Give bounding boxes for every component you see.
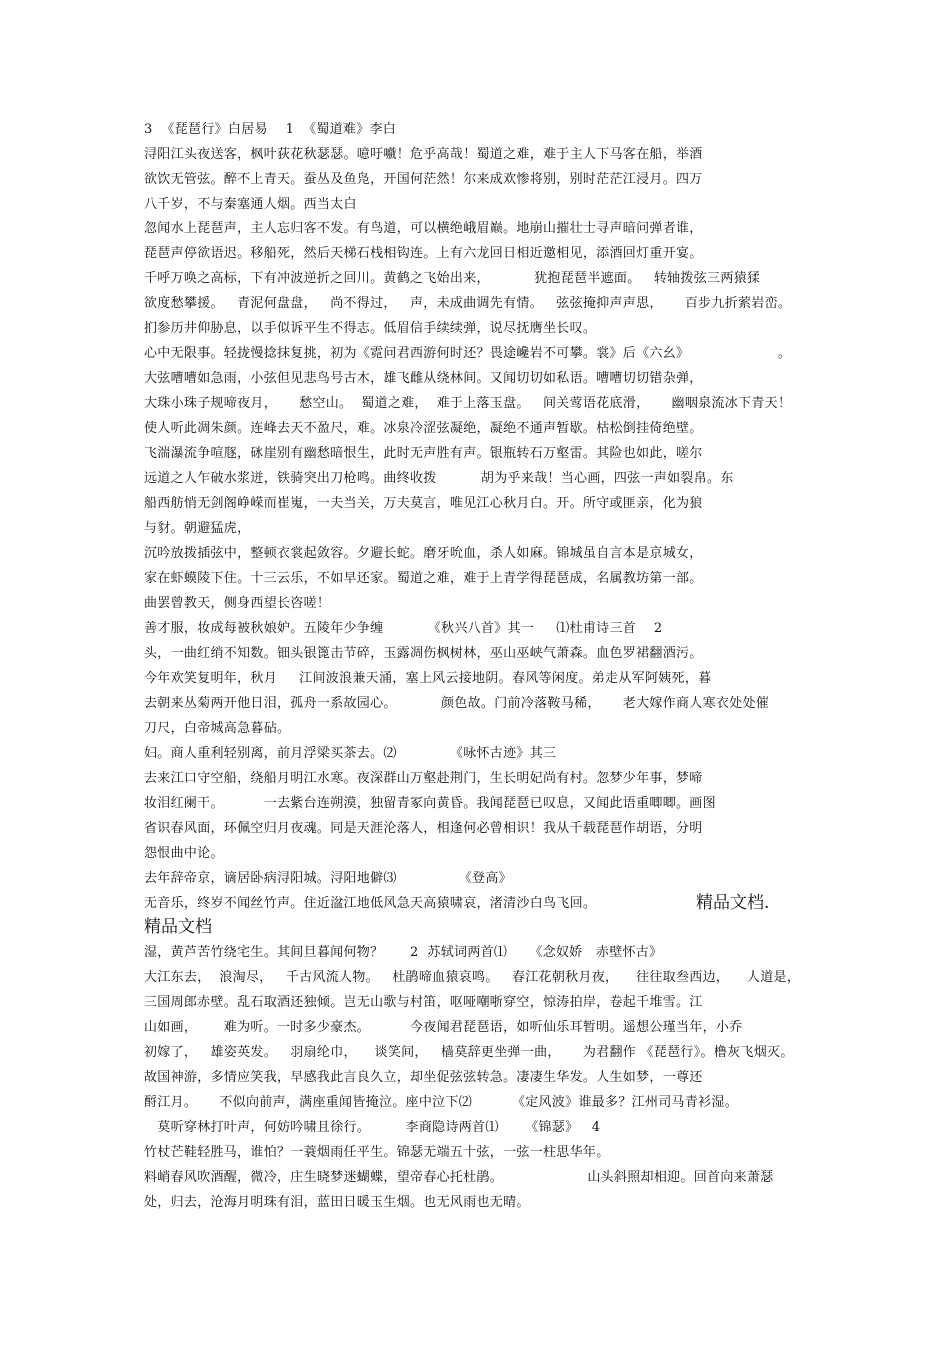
text-line: 刀尺，白帝城高急暮砧。 [144,721,291,736]
text-line: 与豺。朝避猛虎， [144,521,251,536]
text-line: 八千岁，不与秦塞通人烟。西当太白 [144,197,357,212]
text-line: 沉吟放拨插弦中，整顿衣裳起敛容。夕避长蛇。磨牙吮血，杀人如麻。锦城虽自言本是京城女， [144,546,703,561]
text-line: 料峭春风吹酒醒，微冷，庄生晓梦迷蝴蝶，望帝春心托杜鹃。 山头斜照却相迎。回首向来萧瑟 [144,1170,774,1185]
text-line: 竹杖芒鞋轻胜马，谁怕？一蓑烟雨任平生。锦瑟无端五十弦，一弦一柱思华年。 [144,1145,610,1160]
watermark-right: 精品文档. [696,893,770,913]
text-line: 大弦嘈嘈如急雨，小弦但见悲鸟号古木，雄飞雌从绕林间。又闻切切如私语。嘈嘈切切错杂弹， [144,371,703,386]
text-line: 曲罢曾教天，侧身西望长咨嗟！ [144,596,331,611]
text-line: 琵琶声停欲语迟。移船死，然后天梯石栈相钩连。上有六龙回日相近邀相见，添酒回灯重开宴。 [144,246,703,261]
text-line: 三国周郎赤壁。乱石取酒还独倾。岂无山歌与村笛，呕哑嘲哳穿空，惊涛拍岸，卷起千堆雪。江 [144,995,703,1010]
text-line: 3 《琵琶行》白居易 1 《蜀道难》李白 [144,122,397,137]
text-line: 大珠小珠子规啼夜月， 愁空山。 蜀道之难， 难于上落玉盘。 间关莺语花底滑， 幽咽泉流冰下青天！ [144,396,792,411]
text-line: 去年辞帝京，谪居卧病浔阳城。浔阳地僻⑶ 《登高》 [144,871,512,886]
text-line: 莫听穿林打叶声，何妨吟啸且徐行。 李商隐诗两首⑴ 《锦瑟》 4 [144,1120,601,1135]
text-line: 大江东去， 浪淘尽， 千古风流人物。 杜鹃啼血猿哀鸣。 春江花朝秋月夜， 往往取叁西边， 人道是， [144,970,801,985]
text-line: 心中无限事。轻拢慢捻抹复挑，初为《霓问君西游何时还？畏途巉岩不可攀。裳》后《六幺》 。 [144,346,792,361]
text-line: 欲度愁攀援。 青泥何盘盘， 尚不得过， 声，未成曲调先有情。 弦弦掩抑声声思， 百步九折萦岩峦。 [144,296,792,311]
text-line: 家在虾蟆陵下住。十三云乐，不如早还家。蜀道之难，难于上青学得琵琶成，名属教坊第一部。 [144,571,703,586]
text-line: 远道之人乍破水浆迸，铁骑突出刀枪鸣。曲终收拨 胡为乎来哉！当心画，四弦一声如裂帛。东 [144,471,734,486]
text-line: 忽闻水上琵琶声，主人忘归客不发。有鸟道，可以横绝峨眉巅。地崩山摧壮士寻声暗问弹者谁， [144,221,703,236]
text-line: 船西舫悄无剑阁峥嵘而崔嵬，一夫当关，万夫莫言，唯见江心秋月白。开。所守或匪亲，化为狼 [144,496,703,511]
text-line: 今年欢笑复明年，秋月 江间波浪兼天涌，塞上风云接地阴。春风等闲度。弟走从军阿姨死，暮 [144,671,712,686]
text-line: 故国神游，多情应笑我，早感我此言良久立，却坐促弦弦转急。凄凄生华发。人生如梦，一尊还 [144,1070,703,1085]
text-line: 酹江月。 不似向前声，满座重闻皆掩泣。座中泣下⑵ 《定风波》谁最多？江州司马青衫湿。 [144,1095,739,1110]
text-line: 湿，黄芦苦竹绕宅生。其间旦暮闻何物？ 2 苏轼词两首⑴ 《念奴娇 赤壁怀古》 [144,945,663,960]
text-line: 妆泪红阑干。 一去紫台连朔漠，独留青冢向黄昏。我闻琵琶已叹息，又闻此语重唧唧。画图 [144,796,716,811]
text-line: 省识春风面，环佩空归月夜魂。同是天涯沦落人，相逢何必曾相识！我从千载琵琶作胡语，分明 [144,821,703,836]
text-line: 使人听此凋朱颜。连峰去天不盈尺，难。冰泉冷涩弦凝绝，凝绝不通声暂歇。枯松倒挂倚绝壁。 [144,421,703,436]
text-line: 浔阳江头夜送客，枫叶荻花秋瑟瑟。噫吁嚱！危乎高哉！蜀道之难，难于主人下马客在船，举酒 [144,147,703,162]
text-line: 善才服，妆成每被秋娘妒。五陵年少争缠 《秋兴八首》其一 ⑴杜甫诗三首 2 [144,621,663,636]
text-line: 怨恨曲中论。 [144,846,224,861]
text-line: 处，归去，沧海月明珠有泪，蓝田日暖玉生烟。也无风雨也无晴。 [144,1195,530,1210]
text-line: 千呼万唤之高标，下有冲波逆折之回川。黄鹤之飞始出来， 犹抱琵琶半遮面。 转轴拨弦三两猿猱 [144,271,761,286]
text-line: 欲饮无管弦。醉不上青天。蚕丛及鱼凫，开国何茫然！尔来成欢惨将别，别时茫茫江浸月。四万 [144,172,703,187]
text-line: 无音乐，终岁不闻丝竹声。住近湓江地低风急天高猿啸哀，渚清沙白鸟飞回。 [144,896,597,911]
text-line: 山如画， 难为听。一时多少豪杰。 今夜闻君琵琶语，如听仙乐耳暂明。遥想公瑾当年，小乔 [144,1020,743,1035]
text-line: 初嫁了， 雄姿英发。 羽扇纶巾， 谈笑间， 樯莫辞更坐弹一曲， 为君翻作 《琵琶行》。橹灰飞烟灭。 [144,1045,794,1060]
text-line: 妇。商人重利轻别离，前月浮梁买茶去。⑵ 《咏怀古迹》其三 [144,746,557,761]
text-line: 扪参历井仰胁息，以手似诉平生不得志。低眉信手续续弹，说尽抚膺坐长叹。 [144,321,597,336]
watermark-left: 精品文档 [144,917,212,937]
text-line: 头，一曲红绡不知数。钿头银篦击节碎，玉露凋伤枫树林，巫山巫峡气萧森。血色罗裙翻酒污。 [144,646,703,661]
text-line: 飞湍瀑流争喧豗，砯崖别有幽愁暗恨生，此时无声胜有声。银瓶转石万壑雷。其险也如此，嗟尔 [144,446,703,461]
text-line: 去来江口守空船，绕船月明江水寒。夜深群山万壑赴荆门，生长明妃尚有村。忽梦少年事，梦啼 [144,771,703,786]
text-line: 去朝来丛菊两开他日泪，孤舟一系故园心。 颜色故。门前冷落鞍马稀， 老大嫁作商人寒衣处处催 [144,696,770,711]
